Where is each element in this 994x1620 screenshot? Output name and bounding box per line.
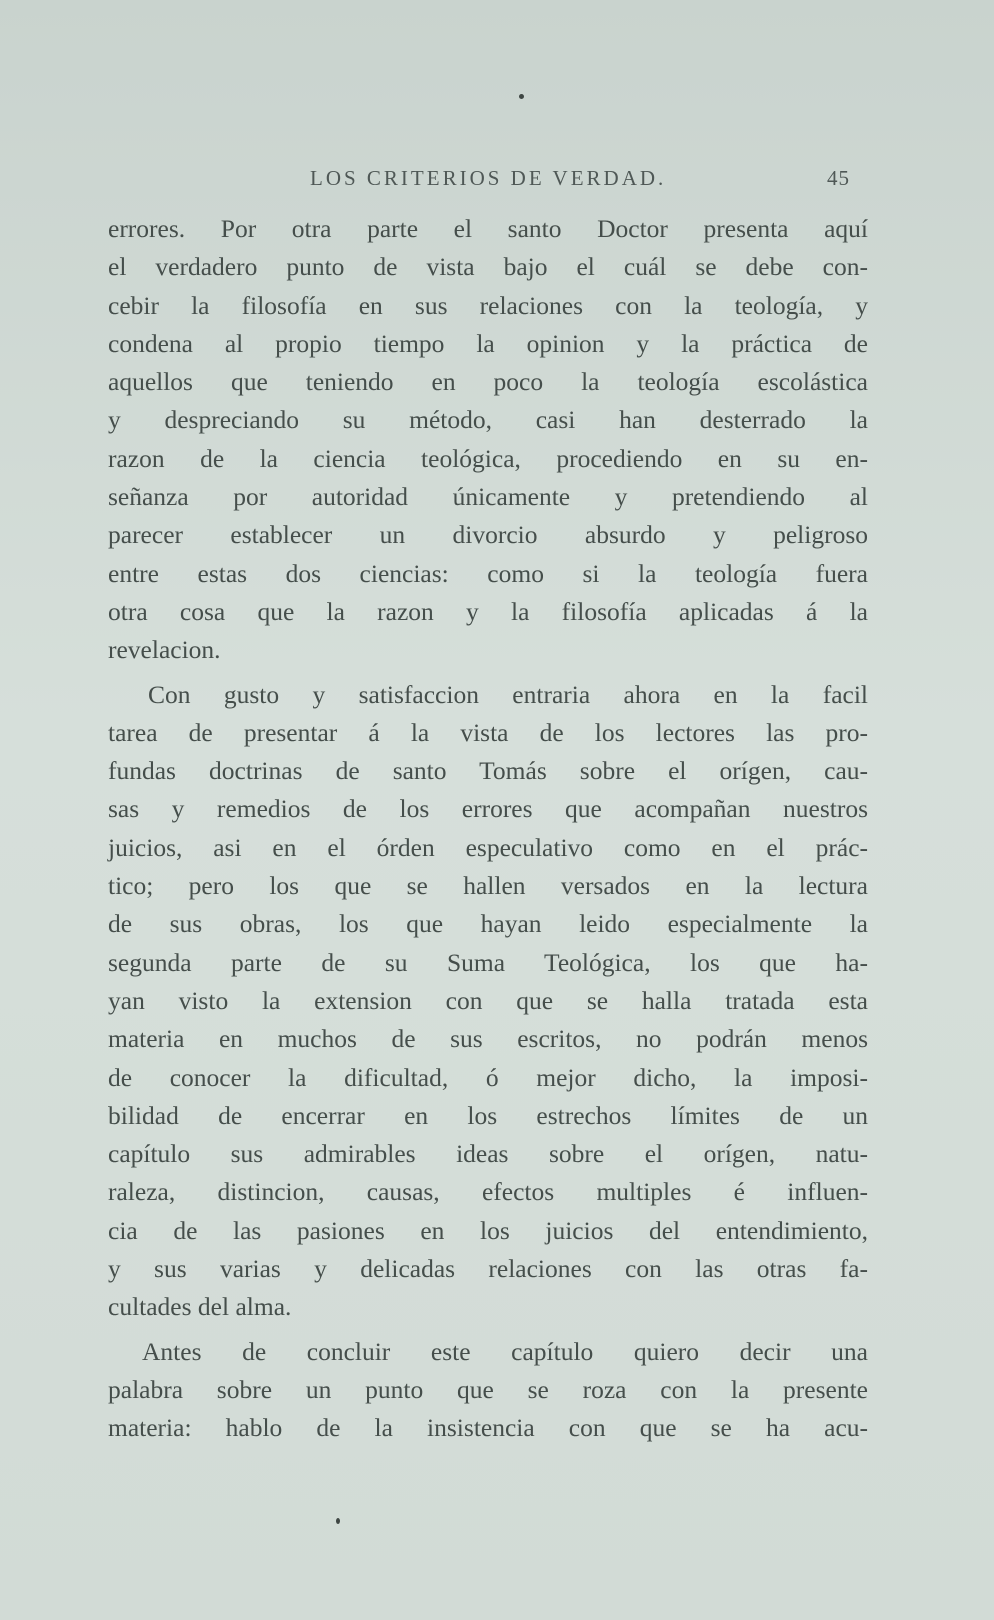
- text-line: capítulo sus admirables ideas sobre el orígen, natu-: [108, 1139, 868, 1169]
- text-line: tarea de presentar á la vista de los lectores las pro-: [108, 717, 868, 747]
- text-line: otra cosa que la razon y la filosofía aplicadas á la: [108, 596, 868, 626]
- text-line: Con gusto y satisfaccion entraria ahora en la facil: [148, 679, 868, 709]
- ink-speck: [519, 94, 524, 99]
- text-line: cia de las pasiones en los juicios del entendimiento,: [108, 1215, 868, 1245]
- running-title: LOS CRITERIOS DE VERDAD.: [310, 166, 667, 190]
- text-line: materia: hablo de la insistencia con que se ha acu-: [108, 1413, 868, 1443]
- text-line: palabra sobre un punto que se roza con la presente: [108, 1374, 868, 1404]
- text-line: el verdadero punto de vista bajo el cuál se debe con-: [108, 252, 868, 282]
- text-line: cebir la filosofía en sus relaciones con la teología, y: [108, 290, 868, 320]
- paragraph: [108, 676, 868, 1327]
- paragraph: [108, 210, 868, 670]
- text-line: sas y remedios de los errores que acompañan nuestros: [108, 794, 868, 824]
- ink-speck: [336, 1518, 340, 1524]
- text-line: revelacion.: [108, 635, 221, 665]
- text-line: raleza, distincion, causas, efectos multiples é influen-: [108, 1177, 868, 1207]
- text-line: de conocer la dificultad, ó mejor dicho, la imposi-: [108, 1062, 868, 1092]
- body-text: [108, 210, 868, 1448]
- text-line: Antes de concluir este capítulo quiero decir una: [142, 1336, 868, 1366]
- text-line: yan visto la extension con que se halla tratada esta: [108, 985, 868, 1015]
- text-line: parecer establecer un divorcio absurdo y peligroso: [108, 520, 868, 550]
- text-line: fundas doctrinas de santo Tomás sobre el orígen, cau-: [108, 756, 868, 786]
- text-line: aquellos que teniendo en poco la teología escolástica: [108, 367, 868, 397]
- text-line: y despreciando su método, casi han desterrado la: [108, 405, 868, 435]
- page-header: [310, 166, 850, 196]
- text-line: juicios, asi en el órden especulativo como en el prác-: [108, 832, 868, 862]
- text-line: de sus obras, los que hayan leido especialmente la: [108, 909, 868, 939]
- text-line: condena al propio tiempo la opinion y la práctica de: [108, 328, 868, 358]
- text-line: tico; pero los que se hallen versados en la lectura: [108, 871, 868, 901]
- page-number: 45: [827, 166, 850, 190]
- text-line: errores. Por otra parte el santo Doctor presenta aquí: [108, 214, 868, 243]
- text-line: señanza por autoridad únicamente y pretendiendo al: [108, 482, 868, 512]
- text-line: segunda parte de su Suma Teológica, los que ha-: [108, 947, 868, 977]
- text-line: entre estas dos ciencias: como si la teología fuera: [108, 558, 868, 588]
- text-line: cultades del alma.: [108, 1292, 292, 1322]
- text-line: y sus varias y delicadas relaciones con las otras fa-: [108, 1254, 868, 1284]
- text-line: razon de la ciencia teológica, procediendo en su en-: [108, 443, 868, 473]
- text-line: materia en muchos de sus escritos, no podrán menos: [108, 1024, 868, 1054]
- text-line: bilidad de encerrar en los estrechos límites de un: [108, 1100, 868, 1130]
- paragraph: [108, 1333, 868, 1448]
